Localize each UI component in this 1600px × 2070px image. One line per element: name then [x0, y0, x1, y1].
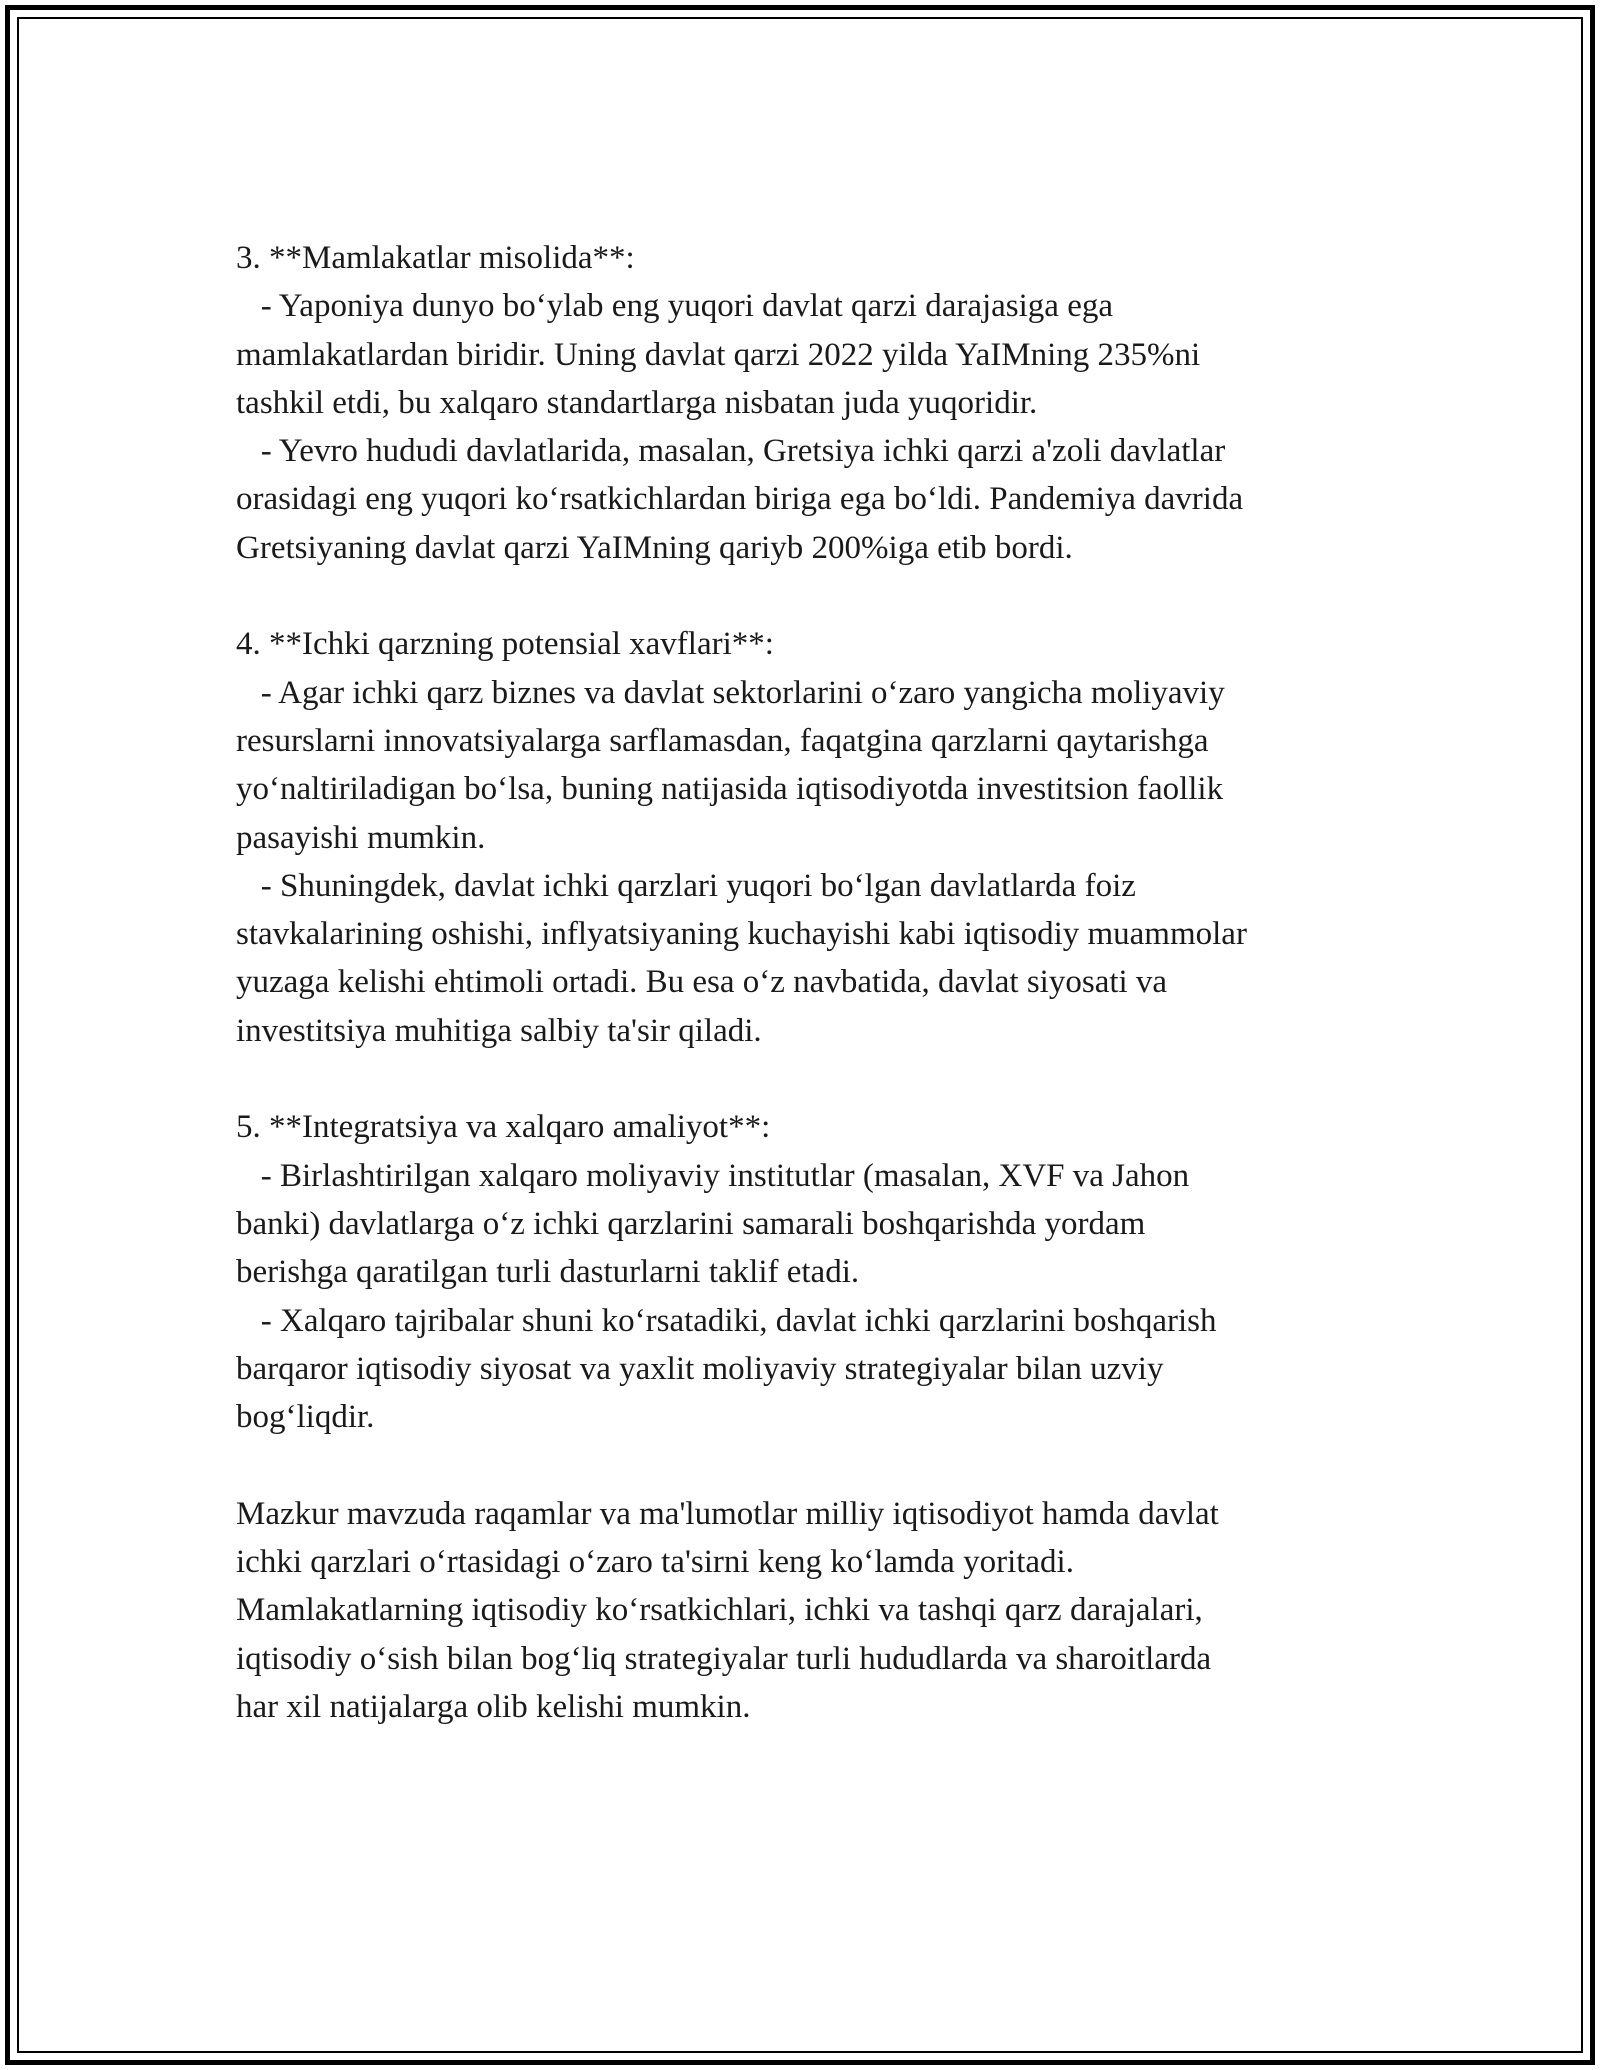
- text-line: banki) davlatlarga o‘z ichki qarzlarini samarali boshqarishda yordam: [236, 1205, 1146, 1242]
- section-heading: 5. **Integratsiya va xalqaro amaliyot**:: [236, 1109, 771, 1146]
- text-line: investitsiya muhitiga salbiy ta'sir qiladi.: [236, 1012, 762, 1049]
- paragraph-spacer: [236, 1441, 1406, 1489]
- text-line: iqtisodiy o‘sish bilan bog‘liq strategiyalar turli hududlarda va sharoitlarda: [236, 1640, 1212, 1677]
- section-heading: 4. **Ichki qarzning potensial xavflari**:: [236, 626, 774, 663]
- text-line: - Xalqaro tajribalar shuni ko‘rsatadiki, davlat ichki qarzlarini boshqarish: [236, 1302, 1217, 1339]
- text-line: tashkil etdi, bu xalqaro standartlarga nisbatan juda yuqoridir.: [236, 384, 1038, 421]
- text-line: - Agar ichki qarz biznes va davlat sektorlarini o‘zaro yangicha moliyaviy: [236, 674, 1225, 711]
- text-line: barqaror iqtisodiy siyosat va yaxlit moliyaviy strategiyalar bilan uzviy: [236, 1350, 1164, 1387]
- text-line: Mamlakatlarning iqtisodiy ko‘rsatkichlari, ichki va tashqi qarz darajalari,: [236, 1592, 1203, 1629]
- document-body: [236, 234, 1406, 1731]
- text-line: pasayishi mumkin.: [236, 819, 486, 856]
- text-line: ichki qarzlari o‘rtasidagi o‘zaro ta'sirni keng ko‘lamda yoritadi.: [236, 1544, 1074, 1581]
- text-line: - Yaponiya dunyo bo‘ylab eng yuqori davlat qarzi darajasiga ega: [236, 288, 1113, 325]
- text-line: har xil natijalarga olib kelishi mumkin.: [236, 1688, 751, 1725]
- text-line: Mazkur mavzuda raqamlar va ma'lumotlar milliy iqtisodiyot hamda davlat: [236, 1495, 1219, 1532]
- text-line: bog‘liqdir.: [236, 1399, 375, 1436]
- text-line: Gretsiyaning davlat qarzi YaIMning qariyb 200%iga etib bordi.: [236, 529, 1073, 566]
- section-integration-practice: [236, 1103, 1406, 1441]
- text-line: - Birlashtirilgan xalqaro moliyaviy institutlar (masalan, XVF va Jahon: [236, 1157, 1190, 1194]
- text-line: mamlakatlardan biridir. Uning davlat qarzi 2022 yilda YaIMning 235%ni: [236, 336, 1201, 373]
- text-line: stavkalarining oshishi, inflyatsiyaning kuchayishi kabi iqtisodiy muammolar: [236, 916, 1247, 953]
- paragraph-spacer: [236, 572, 1406, 620]
- text-line: berishga qaratilgan turli dasturlarni taklif etadi.: [236, 1254, 860, 1291]
- paragraph-spacer: [236, 1055, 1406, 1103]
- section-conclusion: [236, 1490, 1406, 1731]
- text-line: orasidagi eng yuqori ko‘rsatkichlardan biriga ega bo‘ldi. Pandemiya davrida: [236, 481, 1244, 518]
- section-heading: 3. **Mamlakatlar misolida**:: [236, 240, 635, 276]
- text-line: resurslarni innovatsiyalarga sarflamasdan, faqatgina qarzlarni qaytarishga: [236, 722, 1209, 759]
- text-line: - Yevro hududi davlatlarida, masalan, Gretsiya ichki qarzi a'zoli davlatlar: [236, 433, 1226, 470]
- text-line: yo‘naltiriladigan bo‘lsa, buning natijasida iqtisodiyotda investitsion faollik: [236, 771, 1224, 808]
- section-countries-examples: [236, 234, 1406, 572]
- text-line: yuzaga kelishi ehtimoli ortadi. Bu esa o‘z navbatida, davlat siyosati va: [236, 964, 1168, 1001]
- section-internal-debt-risks: [236, 620, 1406, 1055]
- text-line: - Shuningdek, davlat ichki qarzlari yuqori bo‘lgan davlatlarda foiz: [236, 867, 1136, 904]
